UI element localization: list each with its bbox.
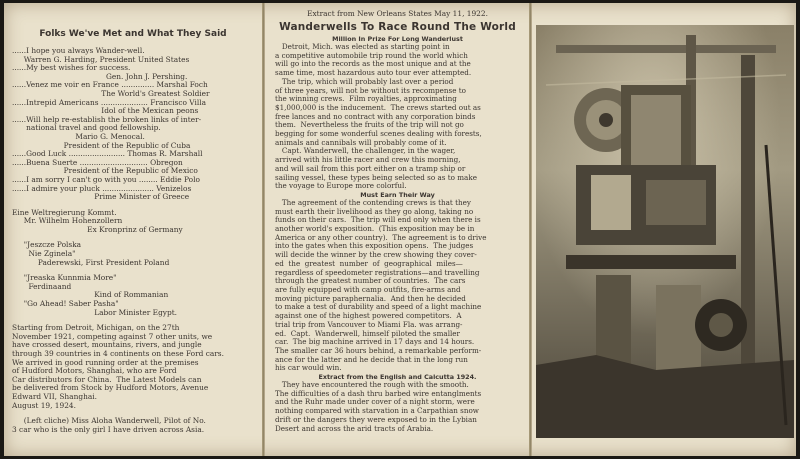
middle-panel xyxy=(265,3,527,456)
article-text-line: his car would win. xyxy=(275,363,342,373)
left-text-line: The World's Greatest Soldier xyxy=(12,88,210,98)
left-text-line: Mr. Wilhelm Hohenzollern xyxy=(12,216,123,226)
article-text-line: the voyage to Europe more colorful. xyxy=(275,181,407,191)
article-text-line: The trip, which will probably last over a period xyxy=(275,76,454,86)
left-text-line: have crossed desert, mountains, rivers, and jungle xyxy=(12,340,202,350)
article-text-line: nothing compared with starvation in a Carpathian snow xyxy=(275,406,479,416)
article-text-line: will go into the records as the most unique and at the xyxy=(275,59,471,69)
left-text-line: ......Will help re-establish the broken links of inter- xyxy=(12,114,202,124)
sepia-photo-car-engine xyxy=(536,25,794,438)
article-text-line: the winning crews. Film royalties, approximating xyxy=(275,94,457,104)
article-text-line: and the Ruhr made under cover of a night storm, were xyxy=(275,397,475,407)
article-text-line: into the gates when this exposition opens. The judges xyxy=(275,241,474,251)
article-text-line: ance for the latter and he decide that in the long run xyxy=(275,354,468,364)
left-text-line: Car distributors for China. The Latest Models can xyxy=(12,374,202,384)
article-paragraph-3 xyxy=(275,381,520,433)
left-text-line: Eine Weltregierung Kommt. xyxy=(12,207,117,217)
article-text-line: of three years, will not be without its recompense to xyxy=(275,85,466,95)
article-text-line: drift or the dangers they were exposed to in the Lybian xyxy=(275,414,477,424)
left-text-line: ......Venez me voir en France .............. Marshal Foch xyxy=(12,80,208,90)
article-heading-3: Extract from the English and Calcutta 1924. xyxy=(318,373,477,382)
left-text-line: ......I admire your pluck ...................... Venizelos xyxy=(12,183,192,193)
left-text-line: We arrived in good running order at the premises xyxy=(12,357,199,367)
article-text-line: car. The big machine arrived in 17 days and 14 hours. xyxy=(275,337,475,347)
left-text-line: (Left cliche) Miss Aloha Wanderwell, Pilot of No. xyxy=(12,416,206,426)
article-subtitle: Million In Prize For Long Wanderlust xyxy=(332,35,463,43)
article-text-line: begging for some wonderful scenes dealing with forests, xyxy=(275,129,482,139)
article-text-line: The smaller car 36 hours behind, a remarkable perform- xyxy=(275,345,482,355)
left-text-line: Mario G. Menocal. xyxy=(12,131,145,141)
left-text-line: ......My best wishes for success. xyxy=(12,63,131,73)
left-text-line: Labor Minister Egypt. xyxy=(12,307,178,317)
left-panel xyxy=(4,3,260,456)
article-text-line: a competitive automobile trip round the world which xyxy=(275,50,468,60)
left-text-line: be delivered from Stock by Hudford Motors, Avenue xyxy=(12,383,209,393)
left-text-line: ......Intrepid Americans .................... Francisco Villa xyxy=(12,97,206,107)
article-text-line: arrived with his little racer and crew this morning, xyxy=(275,155,461,165)
article-text-line: moving picture paraphernalia. And then he decided xyxy=(275,293,466,303)
article-text-line: ed the greatest number of geographical miles— xyxy=(275,258,463,268)
article-text-line: them. Nevertheless the fruits of the trip will not go xyxy=(275,120,464,130)
left-text-line: ......Good Luck ........................ Thomas R. Marshall xyxy=(12,149,203,159)
article-text-line: Detroit, Mich. was elected as starting point in xyxy=(275,42,450,51)
article-text-line: The agreement of the contending crews is that they xyxy=(275,197,471,207)
left-text-line: through 39 countries in 4 continents on these Ford cars. xyxy=(12,349,224,358)
article-text-line: another world's exposition. (This exposition may be in xyxy=(275,224,475,234)
left-text-line: 3 car who is the only girl I have driven across Asia. xyxy=(12,424,205,434)
left-text-line: Gen. John J. Pershing. xyxy=(12,71,188,81)
photo-image xyxy=(536,25,794,438)
article-text-line: are fully equipped with camp outfits, fire-arms and xyxy=(275,284,461,294)
article-text-line: through the greatest number of countries. The cars xyxy=(275,276,466,286)
article-text-line: and will sail from this port either on a tramp ship or xyxy=(275,163,466,173)
article-text-line: America or any other country). The agreement is to drive xyxy=(275,232,487,242)
article-text-line: Desert and across the arid tracts of Arabia. xyxy=(275,423,434,433)
left-text-line: November 1921, competing against 7 other units, we xyxy=(12,331,213,341)
article-text-line: They have encountered the rough with the smooth. xyxy=(275,380,469,390)
left-text-line: "Jeszcze Polska xyxy=(12,240,82,250)
article-text-line: sailing vessel, these types being selected so as to make xyxy=(275,172,477,182)
article-text-line: animals and cannibals will probably come of it. xyxy=(275,137,447,147)
article-text-line: The difficulties of a dash thru barbed wire entanglments xyxy=(275,388,482,398)
left-text-line: "Go Ahead! Saber Pasha" xyxy=(12,299,119,309)
left-text-line: Warren G. Harding, President United States xyxy=(12,54,190,64)
article-source: Extract from New Orleans States May 11, 1922. xyxy=(307,9,488,18)
left-text-line: ......I am sorry I can't go with you ........ Eddie Polo xyxy=(12,174,200,184)
article-paragraph-1 xyxy=(275,43,520,191)
article-text-line: to make a test of durability and speed of a light machine xyxy=(275,302,482,312)
article-text-line: funds on their cars. The trip will end only when there is xyxy=(275,215,481,225)
article-paragraph-2 xyxy=(275,199,520,373)
article-text-line: against one of the highest powered competitors. A xyxy=(275,311,462,321)
left-text-line: of Hudford Motors, Shanghai, who are Ford xyxy=(12,366,177,376)
left-text-line: ......Buena Suerte ............................. Obregon xyxy=(12,157,183,167)
left-text-line: national travel and good fellowship. xyxy=(12,123,161,133)
left-text-line: Prime Minister of Greece xyxy=(12,192,190,202)
article-text-line: ed. Capt. Wanderwell, himself piloted the smaller xyxy=(275,328,460,338)
article-text-line: same time, most hazardous auto tour ever attempted. xyxy=(275,68,472,78)
left-panel-text xyxy=(12,47,254,434)
left-text-line: Paderewski, First President Poland xyxy=(12,257,170,267)
article-text-line: must earth their livelihood as they go along, taking no xyxy=(275,206,474,216)
left-text-line: Idol of the Mexican peons xyxy=(12,106,199,116)
left-text-line: Ferdinaand xyxy=(12,281,72,291)
left-text-line: ......I hope you always Wander-well. xyxy=(12,46,145,55)
right-panel xyxy=(532,3,796,456)
left-text-line: Starting from Detroit, Michigan, on the 27th xyxy=(12,323,180,333)
article-title: Wanderwells To Race Round The World xyxy=(279,21,516,33)
left-panel-title: Folks We've Met and What They Said xyxy=(39,29,227,39)
left-text-line: Edward VII, Shanghai. xyxy=(12,391,97,401)
article-heading-2: Must Earn Their Way xyxy=(360,190,435,199)
left-text-line: President of the Republic of Mexico xyxy=(12,166,198,176)
left-text-line: August 19, 1924. xyxy=(12,400,76,410)
left-text-line: President of the Republic of Cuba xyxy=(12,140,191,150)
article-text-line: free lances and no contract with any corporation binds xyxy=(275,111,476,121)
article-text-line: regardless of speedometer registrations—and travelling xyxy=(275,267,480,277)
article-text-line: $1,000,000 is the inducement. The crews started out as xyxy=(275,102,481,112)
article-text-line: will decide the winner by the crew showing they cover- xyxy=(275,250,477,260)
article-text-line: Capt. Wanderwell, the challenger, in the wager, xyxy=(275,146,456,156)
left-text-line: Kind of Rommanian xyxy=(12,290,169,300)
left-text-line: Ex Kronprinz of Germany xyxy=(12,224,183,234)
left-text-line: Nie Zginela" xyxy=(12,249,76,259)
left-text-line: "Jreaska Kunnmia More" xyxy=(12,273,117,283)
article-text-line: trial trip from Vancouver to Miami Fla. was arrang- xyxy=(275,319,463,329)
